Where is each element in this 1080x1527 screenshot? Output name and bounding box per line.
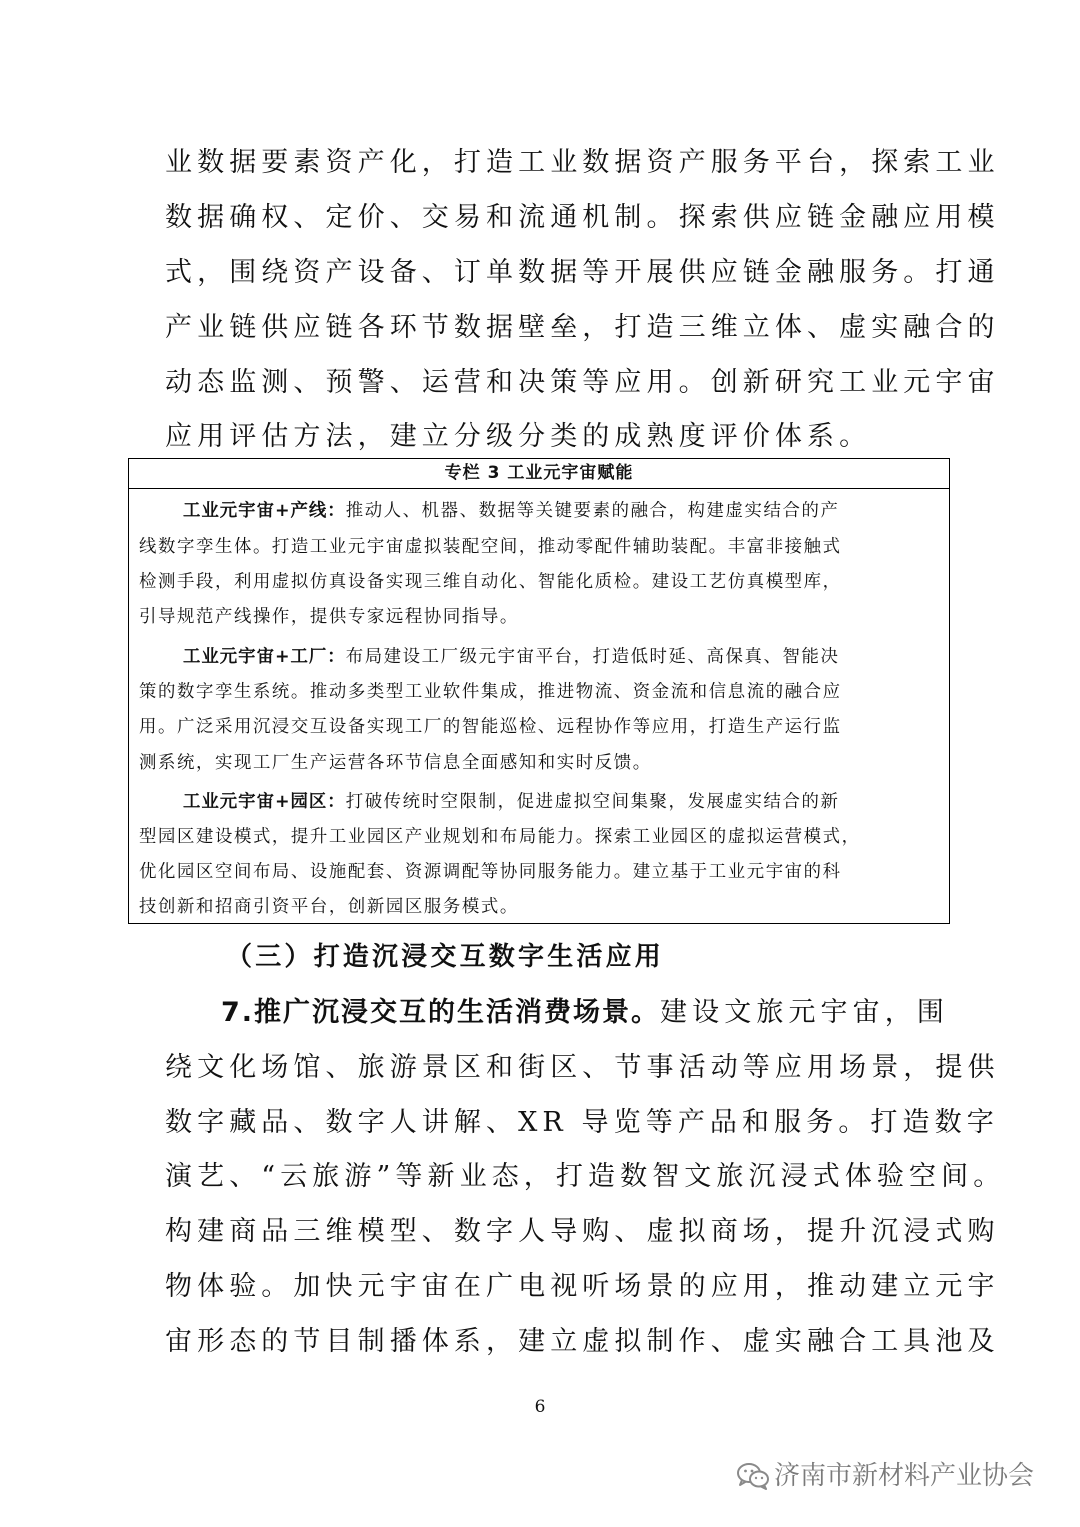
text-line: 构建商品三维模型、数字人导购、虚拟商场，提升沉浸式购 — [165, 1216, 1000, 1247]
paragraph-text: 建设文旅元宇宙，围 — [660, 997, 949, 1028]
text-line: 引导规范产线操作，提供专家远程协同指导。 — [139, 607, 519, 627]
text-line: 用。广泛采用沉浸交互设备实现工厂的智能巡检、远程协作等应用，打造生产运行监 — [139, 717, 842, 737]
text-line: 宙形态的节目制播体系，建立虚拟制作、虚实融合工具池及 — [165, 1326, 1000, 1357]
text-line: 业数据要素资产化，打造工业数据资产服务平台，探索工业 — [165, 147, 1000, 178]
paragraph-lead: 7.推广沉浸交互的生活消费场景。 — [221, 997, 661, 1028]
text-line — [221, 996, 949, 1030]
column-box-title: 专栏 3 工业元宇宙赋能 — [129, 459, 949, 489]
watermark-text: 济南市新材料产业协会 — [774, 1461, 1035, 1491]
text-line: 线数字孪生体。打造工业元宇宙虚拟装配空间，推动零配件辅助装配。丰富非接触式 — [139, 537, 842, 557]
text-line: 技创新和招商引资平台，创新园区服务模式。 — [139, 897, 519, 917]
section-lead: 工业元宇宙+园区： — [183, 792, 346, 812]
section-text: 推动人、机器、数据等关键要素的融合，构建虚实结合的产 — [345, 501, 840, 521]
text-line — [183, 645, 941, 669]
text-line — [183, 499, 941, 523]
section-text: 打破传统时空限制，促进虚拟空间集聚，发展虚实结合的新 — [345, 792, 840, 812]
text-line: 检测手段，利用虚拟仿真设备实现三维自动化、智能化质检。建设工艺仿真模型库， — [139, 572, 842, 592]
text-line: 应用评估方法，建立分级分类的成熟度评价体系。 — [165, 421, 872, 452]
text-line: 物体验。加快元宇宙在广电视听场景的应用，推动建立元宇 — [165, 1271, 1000, 1302]
text-line — [183, 790, 941, 814]
text-line: 数字藏品、数字人讲解、XR 导览等产品和服务。打造数字 — [165, 1107, 999, 1138]
text-line: 数据确权、定价、交易和流通机制。探索供应链金融应用模 — [165, 202, 1000, 233]
section-text: 布局建设工厂级元宇宙平台，打造低时延、高保真、智能决 — [345, 647, 840, 667]
section-heading: （三）打造沉浸交互数字生活应用 — [226, 942, 665, 972]
section-lead: 工业元宇宙+工厂： — [183, 647, 346, 667]
text-line: 绕文化场馆、旅游景区和街区、节事活动等应用场景，提供 — [165, 1052, 1000, 1083]
text-line: 演艺、“云旅游”等新业态，打造数智文旅沉浸式体验空间。 — [165, 1161, 1006, 1192]
column-box — [128, 458, 950, 924]
text-line: 优化园区空间布局、设施配套、资源调配等协同服务能力。建立基于工业元宇宙的科 — [139, 862, 842, 882]
text-line: 策的数字孪生系统。推动多类型工业软件集成，推进物流、资金流和信息流的融合应 — [139, 682, 842, 702]
page-number: 6 — [534, 1397, 546, 1417]
text-line: 式，围绕资产设备、订单数据等开展供应链金融服务。打通 — [165, 257, 1000, 288]
text-line: 动态监测、预警、运营和决策等应用。创新研究工业元宇宙 — [165, 367, 1000, 398]
text-line: 产业链供应链各环节数据壁垒，打造三维立体、虚实融合的 — [165, 312, 1000, 343]
text-line: 型园区建设模式，提升工业园区产业规划和布局能力。探索工业园区的虚拟运营模式， — [139, 827, 861, 847]
text-line: 测系统，实现工厂生产运营各环节信息全面感知和实时反馈。 — [139, 753, 652, 773]
wechat-icon — [736, 1462, 770, 1490]
section-lead: 工业元宇宙+产线： — [183, 501, 346, 521]
